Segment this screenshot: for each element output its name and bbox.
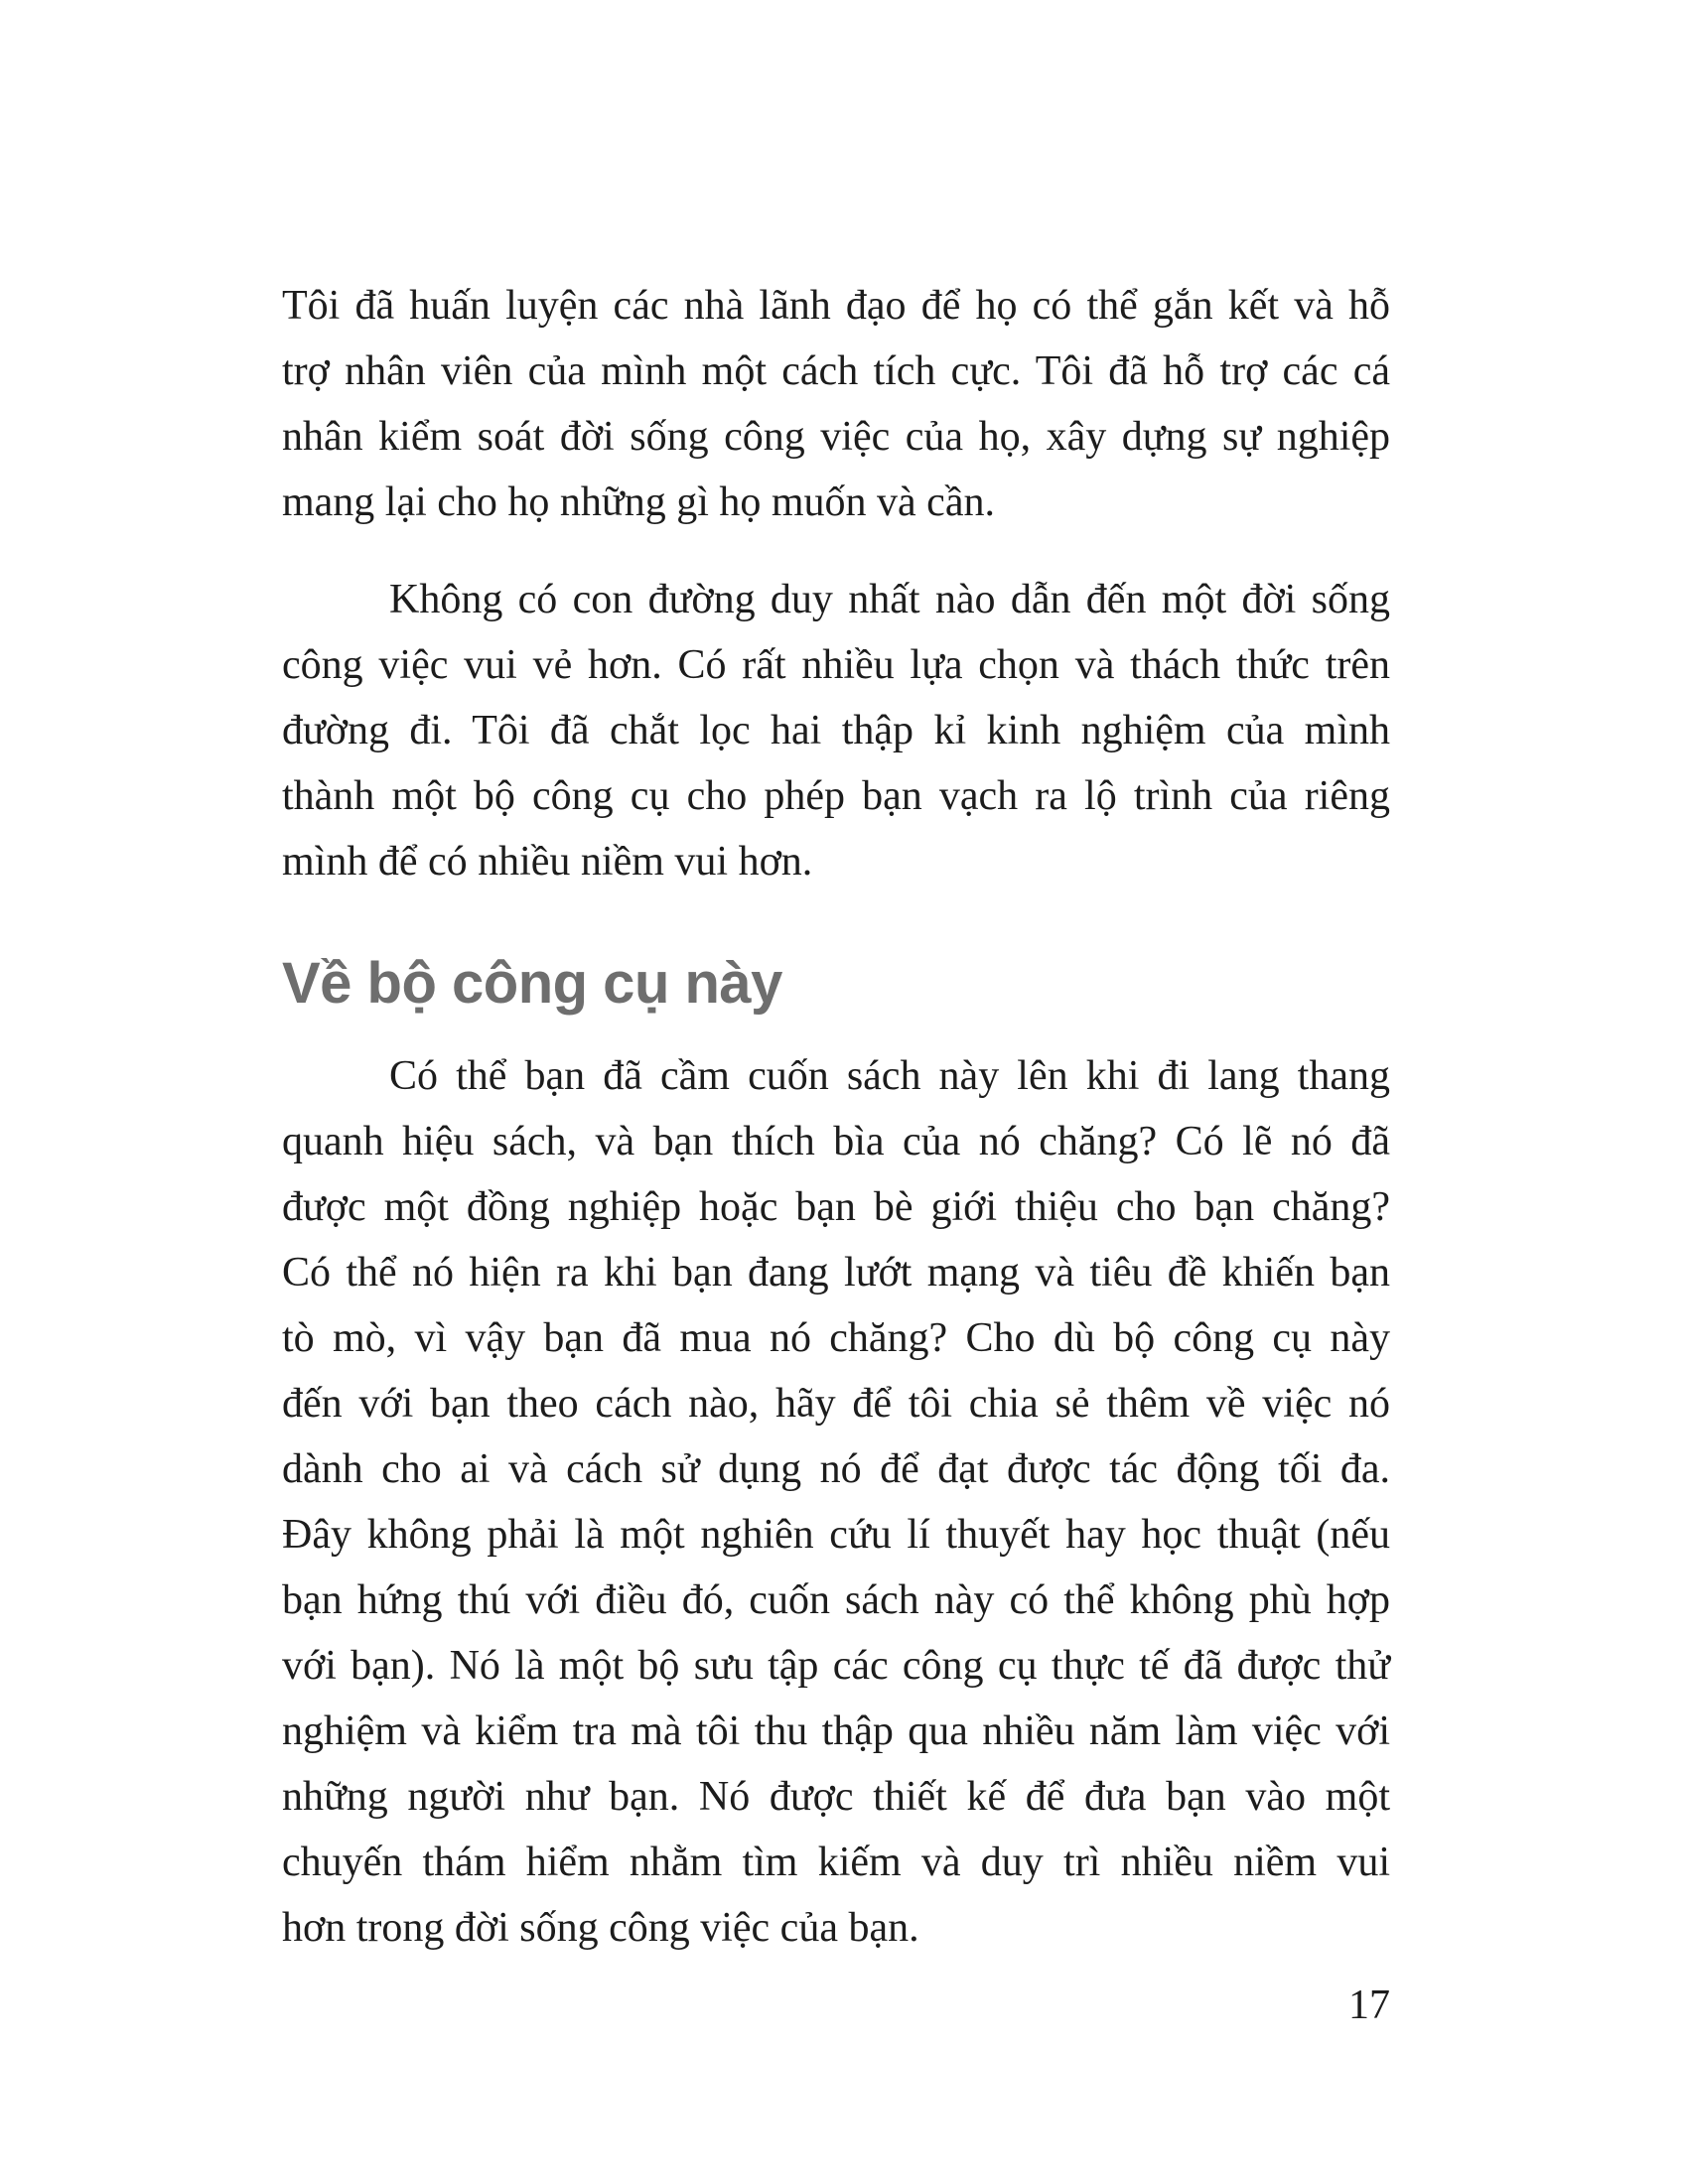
text-column — [282, 273, 1390, 2038]
section-heading: Về bộ công cụ này — [282, 951, 782, 1016]
paragraph-1 — [282, 273, 1390, 535]
text-line: trợ nhân viên của mình một cách tích cực. Tôi đã hỗ trợ các cá — [282, 348, 1390, 394]
text-line: Có thể nó hiện ra khi bạn đang lướt mạng và tiêu đề khiến bạn — [282, 1250, 1390, 1296]
text-line: thành một bộ công cụ cho phép bạn vạch ra lộ trình của riêng — [282, 773, 1390, 819]
text-line: Có thể bạn đã cầm cuốn sách này lên khi đi lang thang — [389, 1053, 1390, 1099]
paragraph-2 — [282, 567, 1390, 894]
page-number: 17 — [1348, 1982, 1390, 2028]
text-line: mình để có nhiều niềm vui hơn. — [282, 839, 813, 885]
text-line: hơn trong đời sống công việc của bạn. — [282, 1905, 919, 1951]
text-line: đến với bạn theo cách nào, hãy để tôi chia sẻ thêm về việc nó — [282, 1381, 1390, 1427]
paragraph-3 — [282, 1043, 1390, 1961]
text-line: những người như bạn. Nó được thiết kế để đưa bạn vào một — [282, 1774, 1390, 1820]
text-line: dành cho ai và cách sử dụng nó để đạt được tác động tối đa. — [282, 1446, 1390, 1492]
text-line: tò mò, vì vậy bạn đã mua nó chăng? Cho dù bộ công cụ này — [282, 1315, 1390, 1361]
text-line: đường đi. Tôi đã chắt lọc hai thập kỉ kinh nghiệm của mình — [282, 708, 1390, 753]
text-line: bạn hứng thú với điều đó, cuốn sách này có thể không phù hợp — [282, 1577, 1390, 1623]
text-line: với bạn). Nó là một bộ sưu tập các công cụ thực tế đã được thử — [282, 1643, 1390, 1689]
text-line: Tôi đã huấn luyện các nhà lãnh đạo để họ có thể gắn kết và hỗ — [282, 283, 1390, 329]
text-line: Đây không phải là một nghiên cứu lí thuyết hay học thuật (nếu — [282, 1512, 1390, 1558]
text-line: được một đồng nghiệp hoặc bạn bè giới thiệu cho bạn chăng? — [282, 1184, 1390, 1230]
text-line: công việc vui vẻ hơn. Có rất nhiều lựa chọn và thách thức trên — [282, 642, 1390, 688]
text-line: mang lại cho họ những gì họ muốn và cần. — [282, 479, 995, 525]
text-line: chuyến thám hiểm nhằm tìm kiếm và duy trì nhiều niềm vui — [282, 1840, 1390, 1885]
text-line: nhân kiểm soát đời sống công việc của họ, xây dựng sự nghiệp — [282, 414, 1390, 460]
text-line: quanh hiệu sách, và bạn thích bìa của nó chăng? Có lẽ nó đã — [282, 1119, 1390, 1164]
text-line: Không có con đường duy nhất nào dẫn đến một đời sống — [389, 577, 1390, 622]
text-line: nghiệm và kiểm tra mà tôi thu thập qua nhiều năm làm việc với — [282, 1708, 1390, 1754]
